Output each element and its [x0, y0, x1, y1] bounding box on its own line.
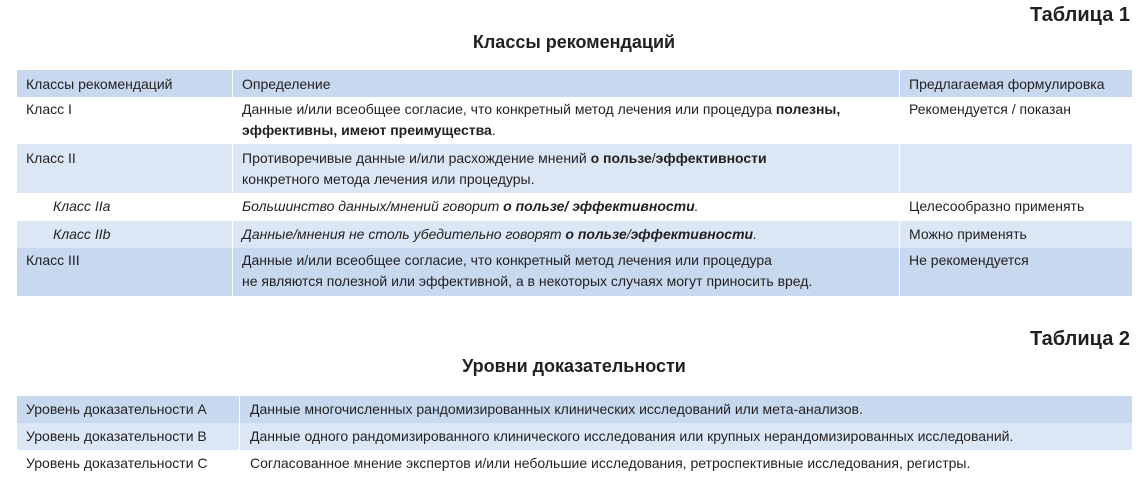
- definition-text: Данные и/или всеобщее согласие, что конкретный метод лечения или процедура: [242, 252, 772, 268]
- definition-cell: [233, 248, 900, 296]
- definition-text: не являются полезной или эффективной, а в некоторых случаях могут приносить вред.: [242, 273, 813, 289]
- definition-text: .: [753, 226, 757, 242]
- definition-text: /: [651, 150, 656, 166]
- wording-cell: Рекомендуется / показан: [909, 101, 1071, 117]
- definition-emphasis: о пользе/ эффективности: [503, 198, 695, 214]
- level-description: Данные одного рандомизированного клинического исследования или крупных нерандомизированных исследований.: [250, 428, 1014, 444]
- definition-text: .: [694, 198, 699, 214]
- table-row: [17, 144, 1132, 193]
- subclass-cell: Класс IIa: [17, 193, 233, 221]
- definition-cell: [233, 221, 900, 248]
- table2-title: Уровни доказательности: [462, 356, 686, 376]
- table-row: [17, 423, 1132, 450]
- table-row: [17, 450, 1132, 477]
- wording-cell: [900, 144, 1133, 193]
- definition-cell: [233, 97, 900, 144]
- recommendation-classes-table: [17, 70, 1132, 296]
- class-cell: Класс III: [17, 248, 233, 296]
- definition-text: Большинство данных/мнений говорит: [242, 198, 504, 214]
- wording-cell: Не рекомендуется: [909, 252, 1029, 268]
- definition-cell: [233, 193, 900, 221]
- table2-number: Таблица 2: [1029, 328, 1130, 350]
- definition-emphasis: эффективности: [655, 150, 767, 166]
- table-row: [17, 248, 1132, 296]
- wording-cell: Можно применять: [909, 226, 1027, 242]
- wording-cell: Целесообразно применять: [909, 198, 1085, 214]
- evidence-levels-table: [17, 396, 1132, 477]
- level-description: Согласованное мнение экспертов и/или небольшие исследования, ретроспективные исследования, регистры.: [250, 455, 971, 471]
- table-header-row: [17, 70, 1132, 97]
- level-cell: Уровень доказательности B: [17, 423, 240, 450]
- definition-text: Данные/мнения не столь убедительно говорят: [242, 226, 566, 242]
- table1-title: Классы рекомендаций: [472, 32, 676, 52]
- definition-emphasis: эффективности: [630, 226, 754, 242]
- header-classes: Классы рекомендаций: [17, 70, 233, 97]
- table-row: [17, 97, 1132, 144]
- definition-cell: [233, 144, 900, 193]
- definition-text: /: [626, 226, 631, 242]
- class-cell: Класс II: [17, 144, 233, 193]
- table-row: [17, 221, 1132, 248]
- table1-number: Таблица 1: [1029, 4, 1130, 26]
- header-wording: Предлагаемая формулировка: [909, 76, 1105, 92]
- definition-emphasis: о пользе: [565, 226, 627, 242]
- definition-emphasis: о пользе: [590, 150, 652, 166]
- definition-text: .: [491, 122, 496, 138]
- subclass-cell: Класс IIb: [17, 221, 233, 248]
- table-row: [17, 396, 1132, 423]
- definition-text: конкретного метода лечения или процедуры.: [242, 171, 535, 187]
- level-cell: Уровень доказательности C: [17, 450, 240, 477]
- class-cell: Класс I: [17, 97, 233, 144]
- definition-text: Данные и/или всеобщее согласие, что конкретный метод лечения или процедура: [242, 101, 776, 117]
- level-description: Данные многочисленных рандомизированных клинических исследований или мета-анализов.: [250, 401, 863, 417]
- definition-emphasis: полезны, эффективны, имеют преимущества: [242, 101, 841, 138]
- header-definition: Определение: [233, 70, 900, 97]
- level-cell: Уровень доказательности A: [17, 396, 240, 423]
- definition-text: Противоречивые данные и/или расхождение мнений: [242, 150, 591, 166]
- table-row: [17, 193, 1132, 221]
